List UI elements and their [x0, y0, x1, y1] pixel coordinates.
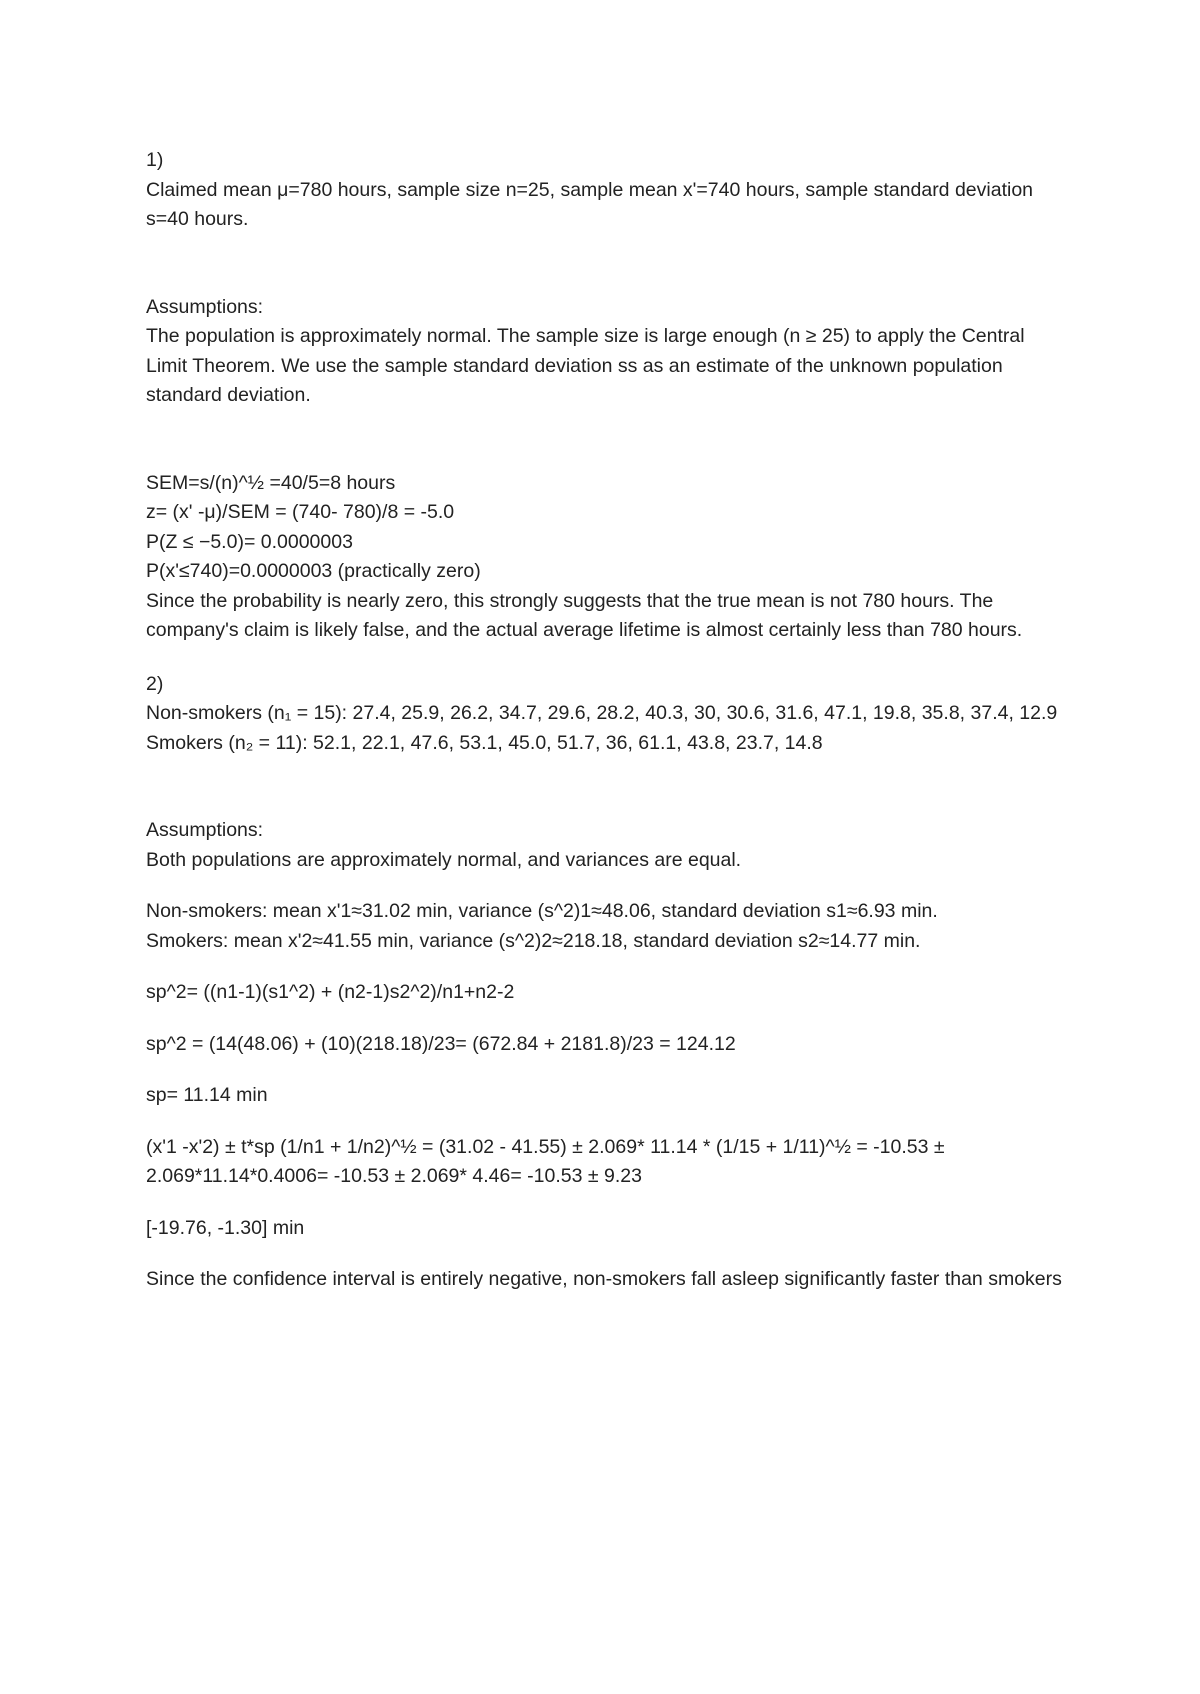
q1-given-text: Claimed mean μ=780 hours, sample size n=25, sample mean x'=740 hours, sample standard deviation s=40 hours.: [146, 178, 1034, 230]
q2-sp2-formula: sp^2= ((n1-1)(s1^2) + (n2-1)s2^2)/n1+n2-2: [146, 981, 515, 1003]
q2-conclusion: Since the confidence interval is entirely negative, non-smokers fall asleep significantly faster than smokers: [146, 1268, 1062, 1290]
q1-number: 1): [146, 149, 164, 171]
spacer: [146, 1008, 1066, 1030]
q1-px-line: P(x'≤740)=0.0000003 (practically zero): [146, 560, 481, 582]
spacer: [146, 1111, 1066, 1133]
q2-confidence-interval-calculation: (x'1 -x'2) ± t*sp (1/n1 + 1/n2)^½ = (31.02 - 41.55) ± 2.069* 11.14 * (1/15 + 1/11)^½ = -10.53 ± 2.069*11.14*0.4006= -10.53 ± 2.069* 4.46= -10.53 ± 9.23: [146, 1135, 945, 1187]
q2-assumptions-heading: Assumptions:: [146, 819, 264, 841]
q2-sp-value: sp= 11.14 min: [146, 1084, 268, 1106]
spacer: [146, 411, 1066, 469]
q2-assumptions-text: Both populations are approximately normal, and variances are equal.: [146, 848, 742, 871]
spacer: [146, 758, 1066, 816]
spacer: [146, 875, 1066, 897]
q2-smokers-stats: Smokers: mean x'2≈41.55 min, variance (s^2)2≈218.18, standard deviation s2≈14.77 min.: [146, 929, 921, 952]
spacer: [146, 956, 1066, 978]
q1-conclusion: Since the probability is nearly zero, this strongly suggests that the true mean is not 780 hours. The company's claim is likely false, and the actual average lifetime is almost certainly less than 780 hours.: [146, 589, 1023, 641]
spacer: [146, 1059, 1066, 1081]
q1-assumptions-heading: Assumptions:: [146, 295, 264, 318]
q1-pz-line: P(Z ≤ −5.0)= 0.0000003: [146, 530, 353, 553]
q2-nonsmokers-data: Non-smokers (n₁ = 15): 27.4, 25.9, 26.2, 34.7, 29.6, 28.2, 40.3, 30, 30.6, 31.6, 47.1, 19.8, 35.8, 37.4, 12.9: [146, 702, 1058, 724]
document-body: [146, 146, 1066, 1295]
q1-sem-line: SEM=s/(n)^½ =40/5=8 hours: [146, 471, 396, 494]
q2-number: 2): [146, 672, 164, 695]
spacer: [146, 1243, 1066, 1265]
q2-sp2-calculation: sp^2 = (14(48.06) + (10)(218.18)/23= (672.84 + 2181.8)/23 = 124.12: [146, 1032, 736, 1055]
q2-smokers-data: Smokers (n₂ = 11): 52.1, 22.1, 47.6, 53.1, 45.0, 51.7, 36, 61.1, 43.8, 23.7, 14.8: [146, 731, 823, 754]
q1-z-line: z= (x' -μ)/SEM = (740- 780)/8 = -5.0: [146, 501, 455, 523]
spacer: [146, 646, 1066, 670]
q1-assumptions-text: The population is approximately normal. The sample size is large enough (n ≥ 25) to apply the Central Limit Theorem. We use the sample standard deviation ss as an estimate of the unknown population standard deviation.: [146, 325, 1025, 406]
spacer: [146, 235, 1066, 293]
q2-confidence-interval: [-19.76, -1.30] min: [146, 1216, 305, 1239]
spacer: [146, 1192, 1066, 1214]
q2-nonsmokers-stats: Non-smokers: mean x'1≈31.02 min, variance (s^2)1≈48.06, standard deviation s1≈6.93 min.: [146, 900, 938, 922]
